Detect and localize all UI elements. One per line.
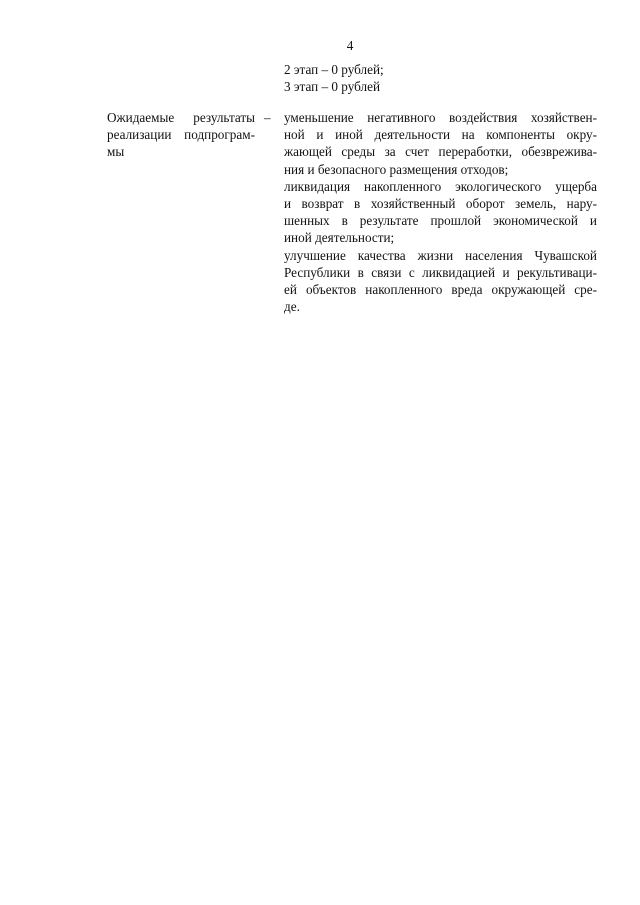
result-line: и возврат в хозяйственный оборот земель, нару- [284,196,597,212]
result-line: ния и безопасного размещения отходов; [284,161,509,177]
funding-stage-2: 2 этап – 0 рублей; [284,62,384,77]
result-item [284,178,597,247]
label-line: Ожидаемые результаты [107,110,255,125]
label-line: реализации подпрограм- [107,127,255,143]
result-line: уменьшение негативного воздействия хозяйствен- [284,110,597,125]
expected-results-label [107,109,255,161]
result-line: де. [284,299,300,315]
funding-stages [284,61,384,95]
result-item [284,109,597,178]
funding-stage-3: 3 этап – 0 рублей [284,79,381,95]
result-line: ликвидация накопленного экологического ущерба [284,178,597,194]
label-line: мы [107,144,125,160]
result-item [284,247,597,316]
label-dash: – [264,110,271,125]
result-line: ей объектов накопленного вреда окружающей сре- [284,282,597,298]
result-line: шенных в результате прошлой экономической и [284,213,597,229]
result-line: ной и иной деятельности на компоненты окру- [284,127,597,143]
result-line: улучшение качества жизни населения Чувашской [284,247,597,263]
result-line: иной деятельности; [284,230,395,246]
expected-results-list [284,109,597,315]
result-line: жающей среды за счет переработки, обезврежива- [284,144,597,160]
page-number: 4 [346,38,354,53]
result-line: Республики в связи с ликвидацией и рекультиваци- [284,264,597,280]
